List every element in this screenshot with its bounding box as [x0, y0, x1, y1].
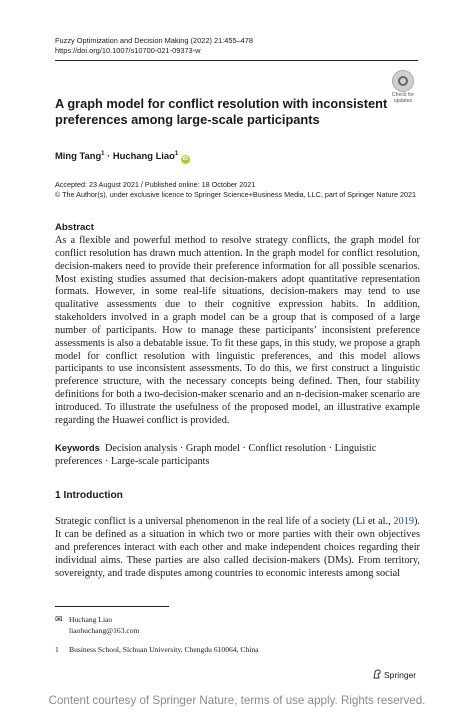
affiliation-text: Business School, Sichuan University, Chengdu 610064, China: [69, 645, 259, 654]
header-rule: [55, 60, 418, 61]
orcid-icon[interactable]: iD: [182, 156, 189, 162]
article-dates: [55, 180, 416, 200]
publisher-logo: [372, 669, 416, 680]
doi-link[interactable]: https://doi.org/10.1007/s10700-021-09373-w: [55, 46, 201, 55]
corresponding-author-name: Huchang Liao: [69, 615, 113, 624]
copyright-notice: © The Author(s), under exclusive licence to Springer Science+Business Media, LLC, part of Springer Nature 2021: [55, 190, 416, 199]
courtesy-notice: Content courtesy of Springer Nature, terms of use apply. Rights reserved.: [48, 694, 426, 707]
introduction-text-part: Strategic conflict is a universal phenomenon in the real life of a society (Li et al.,: [55, 516, 394, 527]
footnote-rule: [55, 606, 169, 607]
journal-citation: Fuzzy Optimization and Decision Making (2022) 21:455–478: [55, 36, 254, 45]
journal-header: [55, 36, 253, 56]
introduction-text-part: ). It can be defined as a situation in which two or more parties with their own objectives and preferences interact with each other and make independent choices regarding their individual aims. These parties are also called decision-makers (DMs). From territory, sovereignty, and trade disputes among countries to economic interests among social: [55, 516, 420, 579]
check-updates-line2: updates: [393, 98, 413, 104]
abstract-text: As a flexible and powerful method to resolve strategy conflicts, the graph model for conflict resolution has drawn much attention. In the graph model for conflict resolution, decision-makers need to provide their preference information for all possible scenarios. Most existing studies assumed that decision-makers adopt quantitative representation formats. However, in some real-life situations, decision-makers may tend to use qualitative assessments due to their cognitive expression habits. In addition, stakeholders involved in a graph model can be a group that is composed of a large number of participants. How to manage these participants’ inconsistent preference assessments is also a debatable issue. To fit these gaps, in this study, we propose a graph model for conflict resolution with linguistic preferences, and this model allows participants to use inconsistent assessments. To do this, we first construct a linguistic preference structure, with the necessary concepts being defined. Then, four stability definitions for both a two-decision-maker scenario and an n-decision-maker scenario are introduced. To illustrate the usefulness of the proposed model, an illustrative example regarding the Huawei conflict is provided.: [55, 235, 420, 426]
author-separator: ·: [104, 150, 113, 161]
affiliation-number: 1: [55, 645, 59, 654]
check-updates-icon: [392, 70, 414, 92]
publisher-name: Springer: [384, 670, 417, 680]
envelope-icon: ✉: [55, 614, 63, 624]
introduction-heading: 1 Introduction: [55, 490, 123, 501]
author-affiliation-mark: 1: [174, 150, 179, 157]
introduction-text: [55, 515, 420, 580]
corresponding-author-email[interactable]: liaohuchang@163.com: [69, 626, 140, 635]
keywords-text: Decision analysis · Graph model · Conflict resolution · Linguistic preferences · Large-scale participants: [55, 443, 377, 467]
citation-link[interactable]: 2019: [393, 516, 414, 527]
keywords-label: Keywords: [55, 442, 100, 453]
article-title: A graph model for conflict resolution with inconsistent preferences among large-scale participants: [55, 96, 388, 127]
abstract-heading: Abstract: [55, 222, 94, 233]
author-affiliation-mark: 1: [101, 150, 105, 157]
publication-dates: Accepted: 23 August 2021 / Published online: 18 October 2021: [55, 180, 256, 189]
check-updates-line1: Check for: [391, 92, 415, 98]
author-name[interactable]: Huchang Liao: [112, 150, 175, 161]
keywords-section: [55, 442, 420, 469]
author-list: [55, 150, 190, 164]
author-name[interactable]: Ming Tang: [55, 150, 102, 161]
springer-horse-icon: [372, 669, 382, 679]
corresponding-author: [69, 614, 139, 636]
